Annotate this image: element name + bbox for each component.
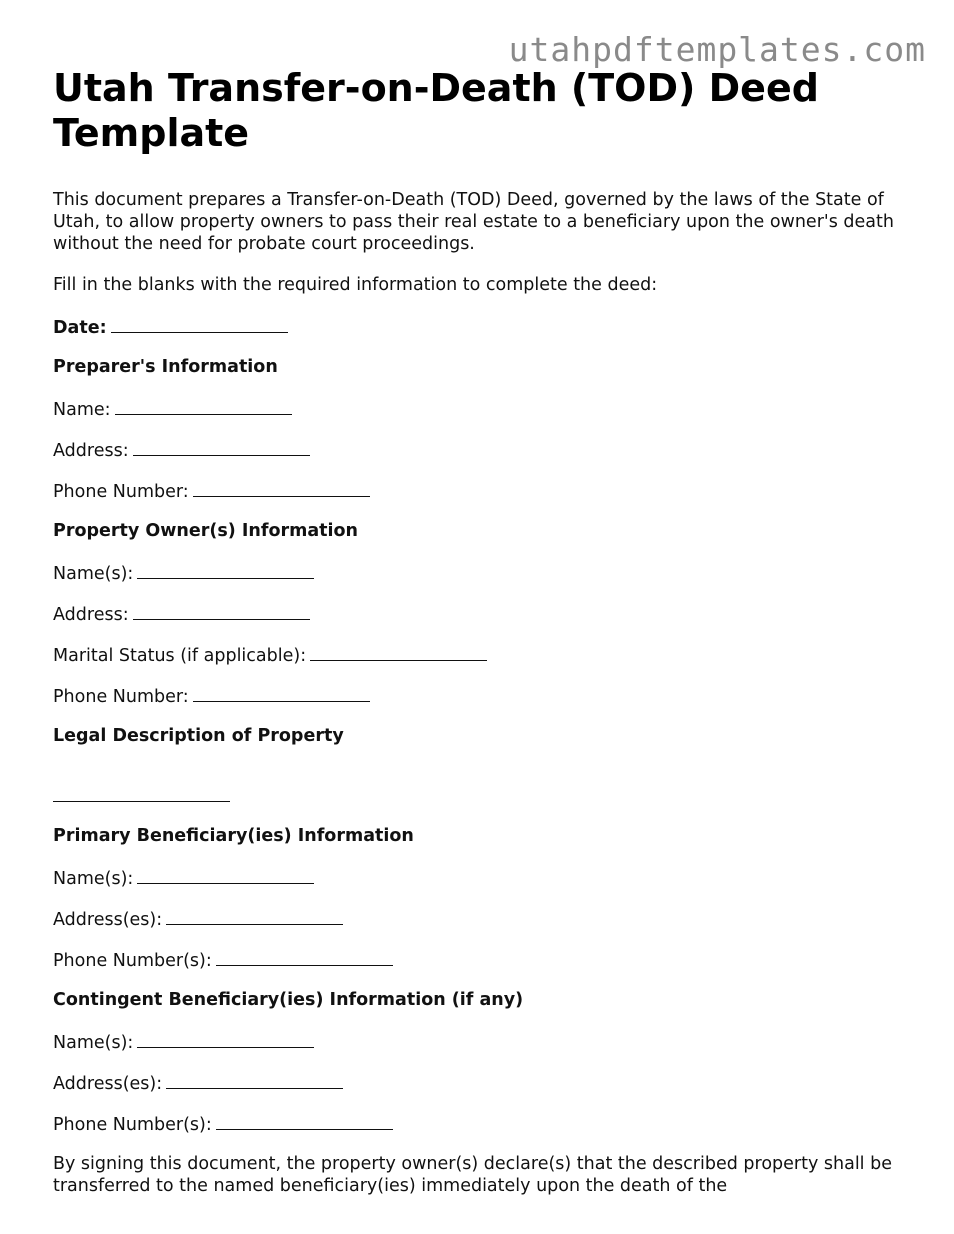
primary-phone-blank[interactable] bbox=[216, 948, 393, 966]
contingent-name-blank[interactable] bbox=[137, 1030, 314, 1048]
watermark: utahpdftemplates.com bbox=[508, 30, 926, 69]
primary-heading: Primary Beneficiary(ies) Information bbox=[53, 826, 414, 846]
document-title: Utah Transfer-on-Death (TOD) Deed Template bbox=[53, 66, 819, 155]
contingent-heading: Contingent Beneficiary(ies) Information (if any) bbox=[53, 990, 524, 1010]
preparer-heading: Preparer's Information bbox=[53, 357, 278, 377]
instruction-text: Fill in the blanks with the required information to complete the deed: bbox=[53, 275, 658, 295]
owner-phone-blank[interactable] bbox=[193, 684, 370, 702]
legal-blank-row bbox=[53, 784, 913, 806]
primary-address-label: Address(es): bbox=[53, 910, 163, 930]
preparer-phone-blank[interactable] bbox=[193, 479, 370, 497]
contingent-name-label: Name(s): bbox=[53, 1033, 134, 1053]
preparer-phone-label: Phone Number: bbox=[53, 482, 189, 502]
contingent-phone-label: Phone Number(s): bbox=[53, 1115, 212, 1135]
preparer-address-blank[interactable] bbox=[133, 438, 310, 456]
contingent-address-blank[interactable] bbox=[166, 1071, 343, 1089]
owner-marital-blank[interactable] bbox=[310, 643, 487, 661]
primary-phone-label: Phone Number(s): bbox=[53, 951, 212, 971]
primary-name-row bbox=[53, 866, 913, 888]
primary-name-blank[interactable] bbox=[137, 866, 314, 884]
owner-address-label: Address: bbox=[53, 605, 129, 625]
owner-name-row bbox=[53, 561, 913, 583]
contingent-address-label: Address(es): bbox=[53, 1074, 163, 1094]
owner-marital-label: Marital Status (if applicable): bbox=[53, 646, 307, 666]
date-label: Date: bbox=[53, 318, 107, 338]
contingent-address-row bbox=[53, 1071, 913, 1093]
intro-paragraph: This document prepares a Transfer-on-Death (TOD) Deed, governed by the laws of the State of Utah, to allow property owners to pass their real estate to a beneficiary upon the owner's death without the need for probate court proceedings. bbox=[53, 190, 894, 254]
contingent-phone-row bbox=[53, 1112, 913, 1134]
owner-address-blank[interactable] bbox=[133, 602, 310, 620]
owner-name-label: Name(s): bbox=[53, 564, 134, 584]
primary-phone-row bbox=[53, 948, 913, 970]
contingent-name-row bbox=[53, 1030, 913, 1052]
closing-paragraph: By signing this document, the property owner(s) declare(s) that the described property shall be transferred to the named beneficiary(ies) immediately upon the death of the bbox=[53, 1154, 892, 1196]
primary-name-label: Name(s): bbox=[53, 869, 134, 889]
document-page bbox=[53, 66, 913, 1197]
primary-address-row bbox=[53, 907, 913, 929]
contingent-phone-blank[interactable] bbox=[216, 1112, 393, 1130]
owner-phone-label: Phone Number: bbox=[53, 687, 189, 707]
owner-marital-row bbox=[53, 643, 913, 665]
date-blank[interactable] bbox=[111, 315, 288, 333]
owner-phone-row bbox=[53, 684, 913, 706]
primary-address-blank[interactable] bbox=[166, 907, 343, 925]
owner-heading: Property Owner(s) Information bbox=[53, 521, 359, 541]
preparer-phone-row bbox=[53, 479, 913, 501]
owner-address-row bbox=[53, 602, 913, 624]
preparer-name-blank[interactable] bbox=[115, 397, 292, 415]
date-row bbox=[53, 315, 913, 337]
preparer-address-row bbox=[53, 438, 913, 460]
preparer-name-label: Name: bbox=[53, 400, 111, 420]
legal-description-blank[interactable] bbox=[53, 784, 230, 802]
legal-heading: Legal Description of Property bbox=[53, 726, 344, 746]
preparer-address-label: Address: bbox=[53, 441, 129, 461]
owner-name-blank[interactable] bbox=[137, 561, 314, 579]
preparer-name-row bbox=[53, 397, 913, 419]
